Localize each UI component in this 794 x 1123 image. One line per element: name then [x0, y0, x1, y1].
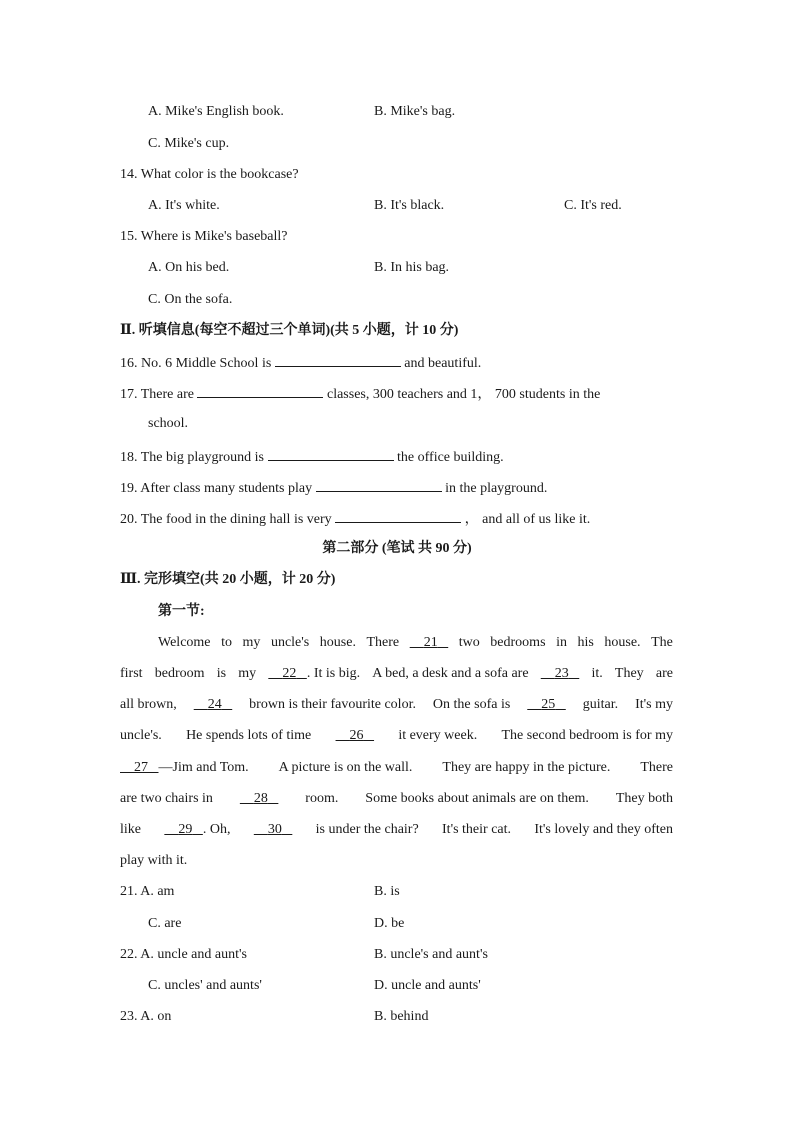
q21-option-a: 21. A. am — [120, 884, 175, 899]
passage-line-2 — [120, 665, 673, 683]
word: They both — [615, 791, 673, 806]
q14-option-b: B. It's black. — [374, 198, 445, 213]
word: guitar. — [582, 697, 619, 712]
word: A picture is on the wall. — [278, 760, 413, 775]
word: There — [640, 760, 673, 775]
passage-line-5 — [120, 759, 673, 777]
q15-stem: 15. Where is Mike's baseball? — [120, 229, 288, 244]
q14-stem: 14. What color is the bookcase? — [120, 167, 299, 182]
word: On the sofa is — [432, 697, 511, 712]
q18-blank[interactable] — [268, 447, 394, 461]
passage-line-4 — [120, 727, 673, 745]
blank-27-group — [120, 759, 249, 777]
blank-23[interactable] — [541, 665, 580, 683]
word: like — [120, 822, 141, 837]
word: —Jim and Tom. — [158, 760, 249, 775]
word: The — [651, 635, 673, 650]
word: uncle's. — [120, 728, 162, 743]
q14-option-a: A. It's white. — [148, 198, 220, 213]
word: his — [577, 635, 594, 650]
passage-line-3 — [120, 696, 673, 714]
blank-30-number: 30 — [267, 822, 282, 837]
passage-line-8: play with it. — [120, 853, 188, 868]
word: is under the chair? — [315, 822, 419, 837]
word: A bed, a desk and a sofa are — [372, 666, 529, 681]
part-2-heading: 第二部分 (笔试 共 90 分) — [322, 541, 472, 556]
q17 — [120, 384, 600, 404]
q20-post: ， and all of us like it. — [464, 512, 591, 527]
q22-option-c: C. uncles' and aunts' — [148, 978, 262, 993]
q21-option-d: D. be — [374, 916, 405, 931]
word: is — [216, 666, 227, 681]
q22-option-a: 22. A. uncle and aunt's — [120, 947, 247, 962]
q23-option-a: 23. A. on — [120, 1009, 172, 1024]
word: There — [366, 635, 400, 650]
passage-line-1 — [158, 634, 673, 652]
word: It's my — [635, 697, 673, 712]
passage-line-7 — [120, 821, 673, 839]
blank-21-number: 21 — [423, 635, 438, 650]
q13-option-c: C. Mike's cup. — [148, 136, 230, 151]
word: house. — [319, 635, 356, 650]
section-3-subheading: 第一节: — [158, 604, 205, 619]
q23-option-b: B. behind — [374, 1009, 429, 1024]
word: house. — [604, 635, 641, 650]
blank-24-number: 24 — [207, 697, 222, 712]
q14-option-c: C. It's red. — [564, 198, 622, 213]
q19 — [120, 478, 547, 498]
word: The second bedroom is for my — [501, 728, 673, 743]
word: uncle's — [270, 635, 310, 650]
section-3-heading: Ⅲ. 完形填空(共 20 小题，计 20 分) — [120, 572, 336, 587]
blank-27-number: 27 — [134, 760, 148, 775]
word: . It is big. — [306, 666, 361, 681]
q17-pre: 17. There are — [120, 387, 194, 402]
q22-option-d: D. uncle and aunts' — [374, 978, 481, 993]
blank-25-number: 25 — [541, 697, 556, 712]
q20-blank[interactable] — [335, 509, 461, 523]
blank-29-group — [164, 821, 230, 839]
word: all brown, — [120, 697, 177, 712]
word: in — [556, 635, 567, 650]
word: They — [614, 666, 644, 681]
word: brown is their favourite color. — [249, 697, 416, 712]
q17-blank[interactable] — [197, 384, 323, 398]
q13-option-a: A. Mike's English book. — [148, 104, 284, 119]
q16-post: and beautiful. — [404, 356, 482, 371]
word: He spends lots of time — [186, 728, 312, 743]
blank-27[interactable] — [120, 760, 159, 775]
word: . Oh, — [202, 822, 231, 837]
q16-pre: 16. No. 6 Middle School is — [120, 356, 272, 371]
word: They are happy in the picture. — [442, 760, 611, 775]
word: bedrooms — [490, 635, 546, 650]
q15-option-a: A. On his bed. — [148, 260, 230, 275]
word: It's their cat. — [442, 822, 512, 837]
word: room. — [305, 791, 339, 806]
q17-post: classes, 300 teachers and 1， 700 students in the — [326, 387, 601, 402]
word: are — [655, 666, 673, 681]
q19-post: in the playground. — [445, 481, 548, 496]
q18-post: the office building. — [397, 450, 504, 465]
q21-option-b: B. is — [374, 884, 400, 899]
blank-21[interactable] — [410, 634, 449, 652]
blank-26-number: 26 — [349, 728, 364, 743]
blank-22-number: 22 — [282, 666, 297, 681]
blank-25[interactable] — [527, 696, 566, 714]
q15-option-c: C. On the sofa. — [148, 292, 233, 307]
word: two — [458, 635, 480, 650]
word: it. — [591, 666, 603, 681]
word: my — [238, 666, 257, 681]
blank-28-number: 28 — [253, 791, 268, 806]
blank-24[interactable] — [194, 696, 233, 714]
word: to — [221, 635, 232, 650]
q15-option-b: B. In his bag. — [374, 260, 450, 275]
q17-continued: school. — [148, 416, 189, 431]
blank-23-number: 23 — [554, 666, 569, 681]
q16-blank[interactable] — [275, 353, 401, 367]
word: first — [120, 666, 143, 681]
q13-option-b: B. Mike's bag. — [374, 104, 456, 119]
q19-pre: 19. After class many students play — [120, 481, 313, 496]
word: it every week. — [398, 728, 478, 743]
blank-22[interactable] — [268, 666, 307, 681]
word: bedroom — [154, 666, 205, 681]
q20 — [120, 509, 590, 529]
word: my — [242, 635, 261, 650]
blank-30[interactable] — [254, 821, 293, 839]
blank-29-number: 29 — [178, 822, 193, 837]
q22-option-b: B. uncle's and aunt's — [374, 947, 488, 962]
blank-22-group — [268, 665, 360, 683]
q16 — [120, 353, 481, 373]
q18 — [120, 447, 504, 467]
q19-blank[interactable] — [316, 478, 442, 492]
blank-28[interactable] — [240, 790, 279, 808]
word: It's lovely and they often — [534, 822, 673, 837]
passage-line-6 — [120, 790, 673, 808]
q20-pre: 20. The food in the dining hall is very — [120, 512, 332, 527]
blank-26[interactable] — [336, 727, 375, 745]
section-2-heading: Ⅱ. 听填信息(每空不超过三个单词)(共 5 小题，计 10 分) — [120, 323, 459, 338]
word: are two chairs in — [120, 791, 213, 806]
q21-option-c: C. are — [148, 916, 182, 931]
word: Some books about animals are on them. — [365, 791, 589, 806]
q18-pre: 18. The big playground is — [120, 450, 265, 465]
blank-29[interactable] — [164, 822, 203, 837]
word: Welcome — [158, 635, 211, 650]
